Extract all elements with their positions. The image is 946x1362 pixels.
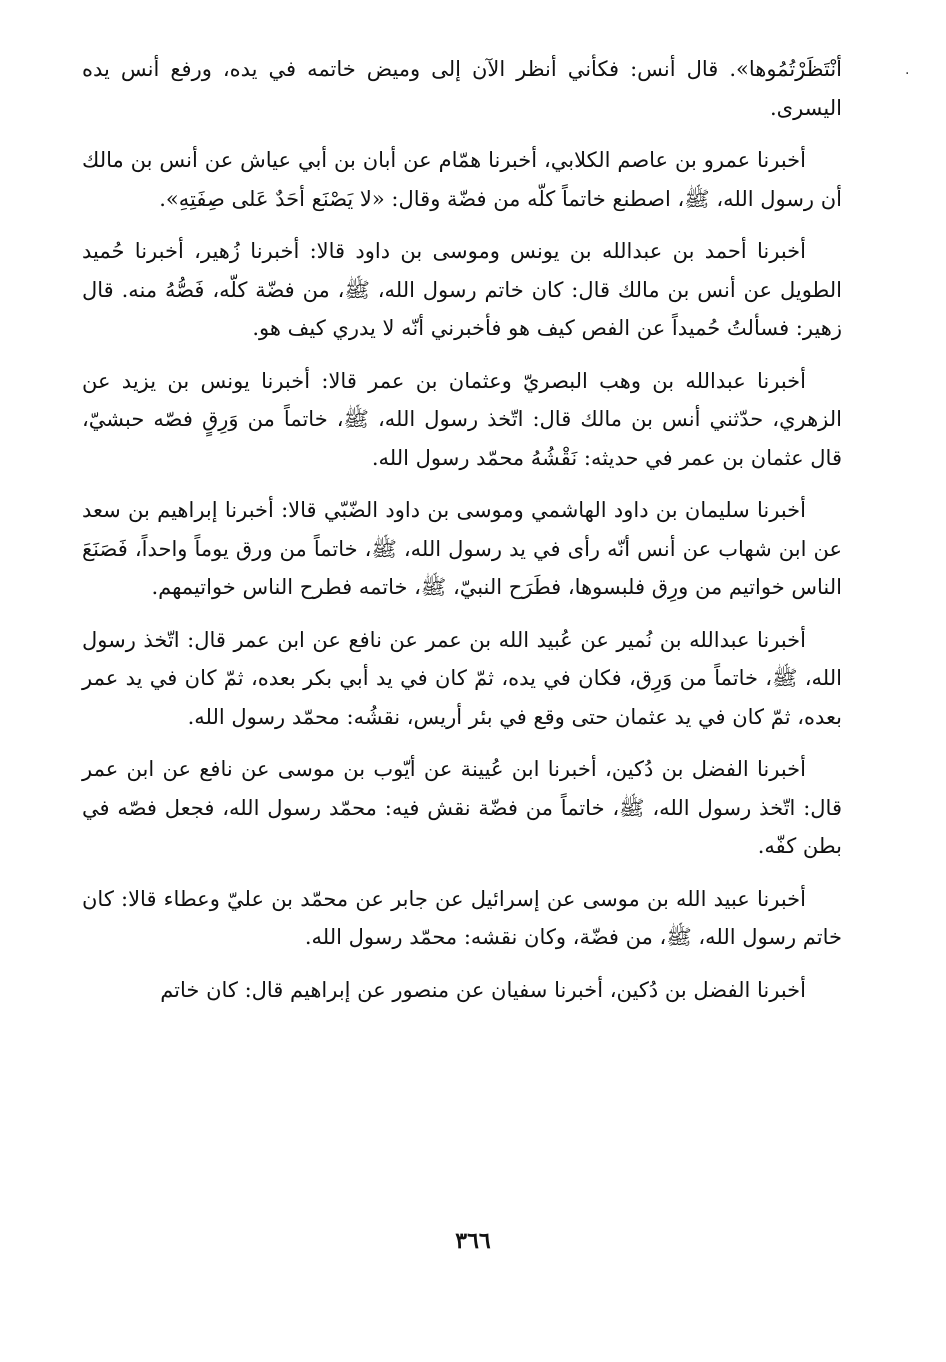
- paragraph-hadith-7: أخبرنا الفضل بن دُكين، أخبرنا ابن عُيينة عن أيّوب بن موسى عن نافع عن ابن عمر قال: اتّخذ رسول الله، ﷺ، خاتماً من فضّة نقش فيه: محمّد رسول الله، فجعل فصّه في بطن كفّه.: [82, 757, 842, 858]
- paragraph-hadith-8: أخبرنا عبيد الله بن موسى عن إسرائيل عن جابر عن محمّد بن عليّ وعطاء قالا: كان خاتم رسول الله، ﷺ، من فضّة، وكان نقشه: محمّد رسول الله.: [82, 886, 842, 949]
- margin-dot: ·: [905, 66, 910, 82]
- paragraph-hadith-9: أخبرنا الفضل بن دُكين، أخبرنا سفيان عن منصور عن إبراهيم قال: كان خاتم: [160, 977, 806, 1002]
- paragraph-continued: أنْتَظَرْتُمُوها». قال أنس: فكأني أنظر الآن إلى وميض خاتمه في يده، ورفع أنس يده اليسرى.: [82, 57, 842, 120]
- paragraph-hadith-4: أخبرنا عبدالله بن وهب البصريّ وعثمان بن عمر قالا: أخبرنا يونس بن يزيد عن الزهري، حدّثني أنس بن مالك قال: اتّخذ رسول الله، ﷺ، خاتماً من وَرِقٍ فصّه حبشيّ، قال عثمان بن عمر في حديثه: نَقْشُهُ محمّد رسول الله.: [82, 368, 842, 470]
- paragraph-hadith-3: أخبرنا أحمد بن عبدالله بن يونس وموسى بن داود قالا: أخبرنا زُهير، أخبرنا حُميد الطويل عن أنس بن مالك قال: كان خاتم رسول الله، ﷺ، من فضّة كلّه، فَصُّهُ منه. قال زهير: فسألتُ حُميداً عن الفص كيف هو فأخبرني أنّه لا يدري كيف هو.: [82, 239, 842, 340]
- paragraph-hadith-6: أخبرنا عبدالله بن نُمير عن عُبيد الله بن عمر عن نافع عن ابن عمر قال: اتّخذ رسول الله، ﷺ، خاتماً من وَرِق، فكان في يده، ثمّ كان في يد أبي بكر بعده، ثمّ كان في يد عمر بعده، ثمّ كان في يد عثمان حتى وقع في بئر أريس، نقشُه: محمّد رسول الله.: [82, 627, 842, 729]
- paragraph-hadith-5: أخبرنا سليمان بن داود الهاشمي وموسى بن داود الضّبّي قالا: أخبرنا إبراهيم بن سعد عن ابن شهاب عن أنس أنّه رأى في يد رسول الله، ﷺ، خاتماً من ورق يوماً واحداً، فَصَنَعَ الناس خواتيم من ورِق فلبسوها، فطَرَح النبيّ، ﷺ، خاتمه فطرح الناس خواتيمهم.: [82, 498, 842, 599]
- page-body: [82, 50, 842, 1023]
- paragraph-hadith-2: أخبرنا عمرو بن عاصم الكلابي، أخبرنا همّام عن أبان بن أبي عياش عن أنس بن مالك أن رسول الله، ﷺ، اصطنع خاتماً كلّه من فضّة وقال: «لا يَصْنَع أحَدٌ عَلى صِفَتِهِ».: [82, 148, 842, 211]
- page-number: ٣٦٦: [455, 1228, 491, 1254]
